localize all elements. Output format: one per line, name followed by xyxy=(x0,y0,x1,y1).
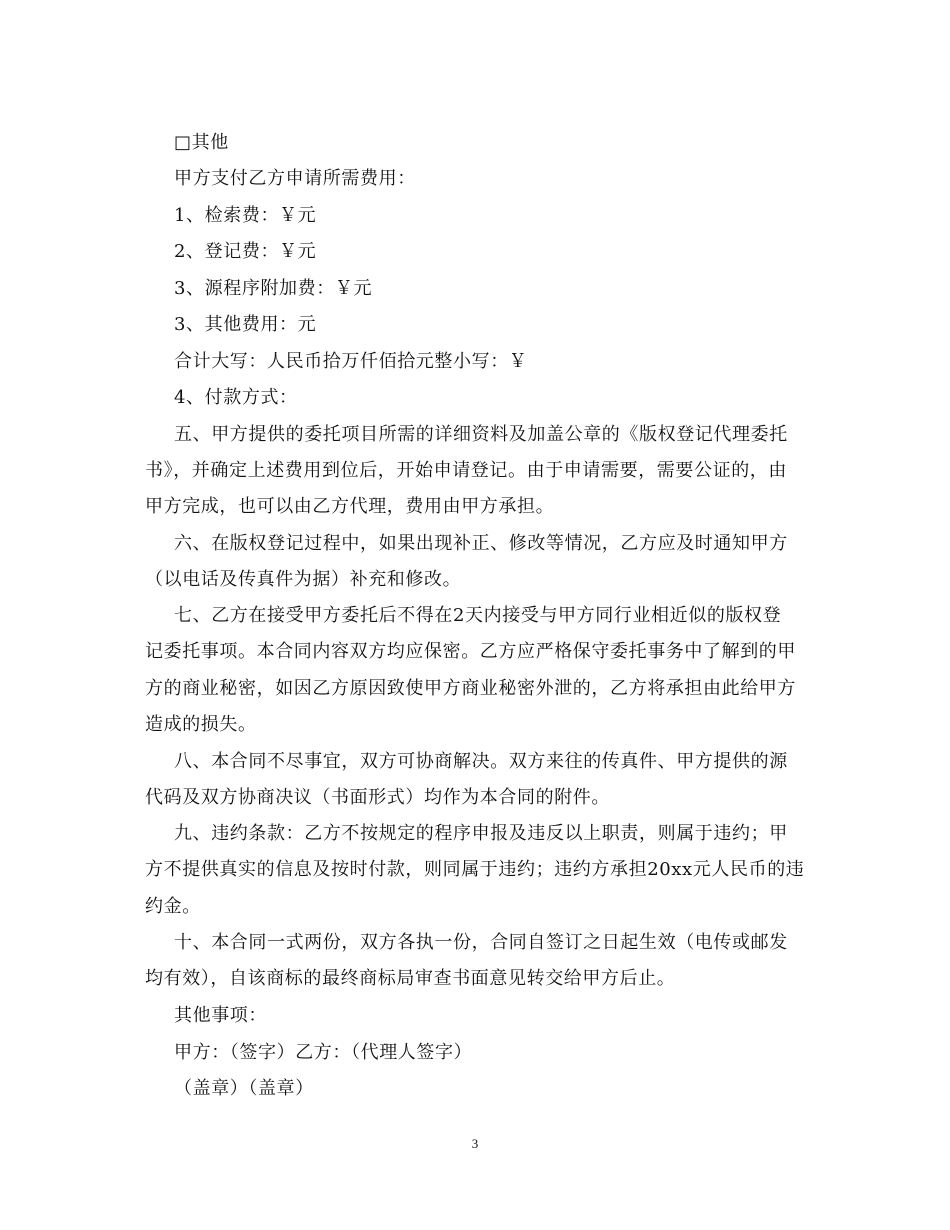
text-line: 合计大写：人民币拾万仟佰拾元整小写：￥ xyxy=(174,351,528,372)
paragraph-10-line: 十、本合同一式两份，双方各执一份，合同自签订之日起生效（电传或邮发 xyxy=(174,932,788,953)
paragraph-7-line: 记委托事项。本合同内容双方均应保密。乙方应严格保守委托事务中了解到的甲 xyxy=(145,641,796,662)
paragraph-10-line: 均有效），自该商标的最终商标局审查书面意见转交给甲方后止。 xyxy=(145,968,676,989)
paragraph-6-line: 六、在版权登记过程中，如果出现补正、修改等情况，乙方应及时通知甲方 xyxy=(174,533,788,554)
seal-line: （盖章）（盖章） xyxy=(174,1078,314,1099)
paragraph-9-line: 九、违约条款：乙方不按规定的程序申报及违反以上职责，则属于违约；甲 xyxy=(174,823,788,844)
text-line: 3、源程序附加费：￥元 xyxy=(174,278,373,299)
paragraph-9-line: 约金。 xyxy=(145,896,201,917)
text-line: 2、登记费：￥元 xyxy=(174,241,317,262)
paragraph-7-line: 七、乙方在接受甲方委托后不得在2天内接受与甲方同行业相近似的版权登 xyxy=(174,605,782,626)
paragraph-8-line: 代码及双方协商决议（书面形式）均作为本合同的附件。 xyxy=(145,787,610,808)
text-line: 4、付款方式： xyxy=(174,387,298,408)
paragraph-5-line: 五、甲方提供的委托项目所需的详细资料及加盖公章的《版权登记代理委托 xyxy=(174,424,788,445)
paragraph-7-line: 方的商业秘密，如因乙方原因致使甲方商业秘密外泄的，乙方将承担由此给甲方 xyxy=(145,678,796,699)
paragraph-9-line: 方不提供真实的信息及按时付款，则同属于违约；违约方承担20xx元人民币的违 xyxy=(145,859,805,880)
page-number: 3 xyxy=(471,1136,479,1151)
text-line: 3、其他费用：元 xyxy=(174,314,317,335)
text-line: □其他 xyxy=(174,132,229,153)
paragraph-7-line: 造成的损失。 xyxy=(145,714,257,735)
text-line: 甲方支付乙方申请所需费用： xyxy=(174,168,416,189)
other-matters-line: 其他事项： xyxy=(174,1005,267,1026)
signature-line: 甲方：（签字）乙方：（代理人签字） xyxy=(174,1042,473,1063)
paragraph-5-line: 书》，并确定上述费用到位后，开始申请登记。由于申请需要，需要公证的，由 xyxy=(145,460,787,481)
text-line: 1、检索费：￥元 xyxy=(174,205,317,226)
paragraph-5-line: 甲方完成，也可以由乙方代理，费用由甲方承担。 xyxy=(145,496,555,517)
paragraph-8-line: 八、本合同不尽事宜，双方可协商解决。双方来往的传真件、甲方提供的源 xyxy=(174,751,788,772)
paragraph-6-line: （以电话及传真件为据）补充和修改。 xyxy=(145,569,462,590)
